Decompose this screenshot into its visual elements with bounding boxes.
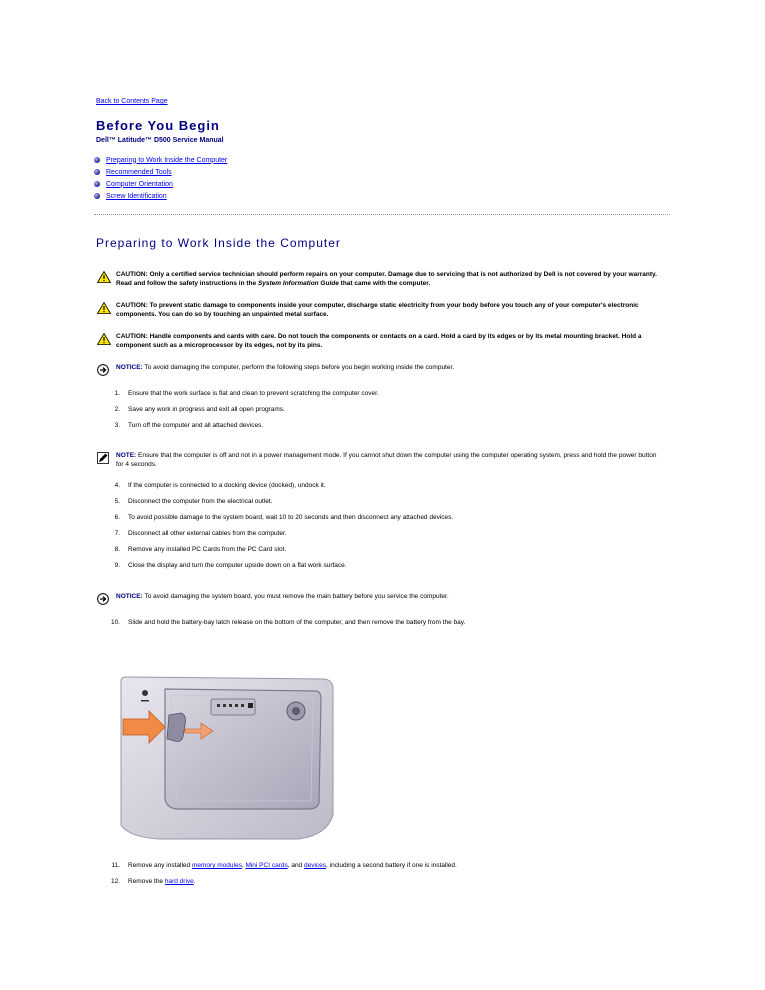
- step-number: 9.: [114, 562, 120, 569]
- hard-drive-link[interactable]: hard drive: [164, 878, 194, 885]
- step-text: Ensure that the work surface is flat and clean to prevent scratching the computer cover.: [128, 390, 379, 397]
- memory-modules-link[interactable]: memory modules: [191, 862, 242, 869]
- toc-item: [94, 178, 227, 190]
- step-text: If the computer is connected to a docking device (docked), undock it.: [128, 482, 326, 489]
- divider: [94, 214, 670, 215]
- step-text: Save any work in progress and exit all open programs.: [128, 406, 285, 413]
- step-text-mid: , and: [287, 862, 303, 869]
- bullet-icon: [94, 193, 100, 199]
- list-item: [100, 878, 196, 886]
- step-number: 7.: [114, 530, 120, 537]
- list-item: [100, 390, 379, 398]
- toc-link-orientation[interactable]: Computer Orientation: [106, 180, 173, 188]
- list-item: [100, 619, 465, 627]
- bullet-icon: [94, 181, 100, 187]
- list-item: [100, 498, 273, 506]
- step-text: To avoid possible damage to the system board, wait 10 to 20 seconds and then disconnect any attached devices.: [128, 514, 454, 521]
- toc-link-screws[interactable]: Screw Identification: [106, 192, 167, 200]
- list-item: [100, 406, 285, 414]
- notice-arrow-icon: [97, 593, 109, 605]
- battery-removal-illustration: [119, 675, 339, 841]
- caution-block: [98, 271, 658, 288]
- step-text: Turn off the computer and all attached devices.: [128, 422, 264, 429]
- step-text-pre: Remove any installed: [128, 862, 191, 869]
- step-number: 12.: [110, 878, 120, 885]
- page-subtitle: Dell™ Latitude™ D500 Service Manual: [96, 137, 224, 144]
- back-to-contents-link[interactable]: Back to Contents Page: [96, 98, 168, 105]
- notice-label: NOTICE:: [116, 593, 143, 600]
- toc-item: [94, 190, 227, 202]
- toc-item: [94, 154, 227, 166]
- step-text: Remove any installed PC Cards from the PC Card slot.: [128, 546, 287, 553]
- section-heading: Preparing to Work Inside the Computer: [96, 236, 341, 250]
- list-item: [100, 546, 286, 554]
- step-text: Close the display and turn the computer upside down on a flat work surface.: [128, 562, 347, 569]
- notice-arrow-icon: [97, 364, 109, 376]
- caution-label: CAUTION:: [116, 271, 148, 278]
- step-text-post: , including a second battery if one is installed.: [326, 862, 457, 869]
- bullet-icon: [94, 169, 100, 175]
- step-text: Remove any installed memory modules, Mini PCI cards, and devices, including a second battery if one is installed.: [128, 862, 457, 869]
- page-title: Before You Begin: [96, 118, 220, 133]
- toc-link-preparing[interactable]: Preparing to Work Inside the Computer: [106, 156, 228, 164]
- list-item: [100, 562, 347, 570]
- notice-label: NOTICE:: [116, 364, 143, 371]
- step-text-pre: Remove the: [128, 878, 164, 885]
- note-block: [98, 452, 658, 469]
- caution-tail: that came with the computer.: [340, 279, 431, 287]
- step-number: 1.: [114, 390, 120, 397]
- step-text: Disconnect all other external cables from the computer.: [128, 530, 287, 537]
- notice-block: [98, 593, 658, 602]
- devices-link[interactable]: devices: [304, 862, 327, 869]
- caution-block: [98, 333, 658, 350]
- caution-text: To prevent static damage to components inside your computer, discharge static electricity from your body before you touch any of your computer's electronic components. You can do so by touching an unpainted metal surface.: [116, 302, 639, 318]
- step-number: 10.: [110, 619, 120, 626]
- caution-italic: System Information Guide: [257, 279, 339, 287]
- toc-link-tools[interactable]: Recommended Tools: [106, 168, 172, 176]
- note-label: NOTE:: [116, 452, 137, 459]
- caution-label: CAUTION:: [116, 302, 148, 309]
- step-number: 2.: [114, 406, 120, 413]
- list-item: [100, 482, 326, 490]
- warning-icon: [97, 271, 111, 283]
- step-number: 6.: [114, 514, 120, 521]
- mini-pci-cards-link[interactable]: Mini PCI cards: [245, 862, 288, 869]
- warning-icon: [97, 302, 111, 314]
- step-number: 4.: [114, 482, 120, 489]
- caution-block: [98, 302, 658, 319]
- list-item: [100, 422, 263, 430]
- list-item: [100, 514, 453, 522]
- note-text: Ensure that the computer is off and not in a power management mode. If you cannot shut down the computer using the computer operating system, press and hold the power button for 4 seconds.: [116, 452, 657, 468]
- caution-text: Only a certified service technician should perform repairs on your computer. Damage due to servicing that is not authorized by Dell is not covered by your warranty. Read and follow the safety instructions in the: [116, 271, 657, 287]
- step-number: 8.: [114, 546, 120, 553]
- caution-text: Handle components and cards with care. Do not touch the components or contacts on a card. Hold a card by its edges or by its metal mounting bracket. Hold a component such as a microprocessor by its edges, not by its pins.: [116, 333, 642, 349]
- step-text: Disconnect the computer from the electrical outlet.: [128, 498, 273, 505]
- step-number: 5.: [114, 498, 120, 505]
- table-of-contents: [94, 154, 227, 202]
- list-item: [100, 862, 457, 870]
- toc-item: [94, 166, 227, 178]
- bullet-icon: [94, 157, 100, 163]
- caution-label: CAUTION:: [116, 333, 148, 340]
- step-text: Remove the hard drive.: [128, 878, 196, 885]
- notice-text: To avoid damaging the system board, you must remove the main battery before you service the computer.: [144, 593, 449, 600]
- note-pencil-icon: [97, 452, 109, 464]
- step-number: 11.: [111, 862, 120, 869]
- step-number: 3.: [114, 422, 120, 429]
- notice-block: [98, 364, 658, 373]
- step-text: Slide and hold the battery-bay latch release on the bottom of the computer, and then remove the battery from the bay.: [128, 619, 466, 626]
- list-item: [100, 530, 287, 538]
- notice-text: To avoid damaging the computer, perform the following steps before you begin working inside the computer.: [144, 364, 455, 371]
- warning-icon: [97, 333, 111, 345]
